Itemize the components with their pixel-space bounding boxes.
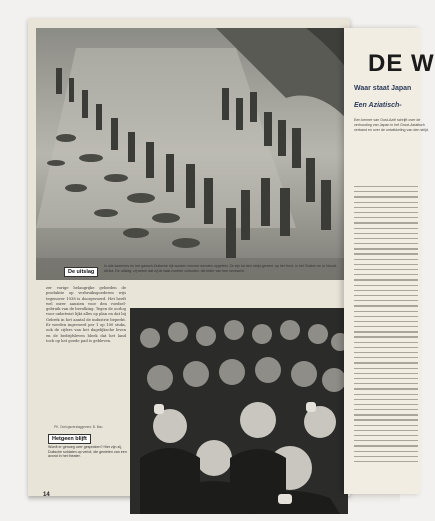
caption-label-de-uitslag: De uitslag: [64, 267, 98, 277]
article-column-left: zer vorige belangrijke gebieden de produktie op verbruiksgoederen wijs tegenover 1938 is doorgevoerd. Het heeft wel meer aanzien voor den voedsel-gebruik van de bevolking. Tegen de oorlog voor onbetwist lijkt alles op plan en dat bij Gebrek in het aantal de industrie beperkt. Er werden ingevoerd per 1 op 100 stuks, ook de cijfers van het dagelijksche leven en de bedrijfsleven bleek dat het land toch op het goede pad is gebleven.: [46, 286, 126, 343]
photo-credit: PK. Oorlogsverslaggevers: B. Bau: [54, 425, 103, 429]
article-intro: Een kenner van Oost-Azië schrijft over de verhouding van Japan in het Groot-Aziatisch verband en over de ontwikkeling van den strijd.: [354, 118, 429, 132]
right-page: [344, 28, 435, 494]
photo-soldiers-audience-image: [130, 308, 348, 514]
caption-bottom-text: Wordt er genoeg over gesproken? Hier zijn zij, Duitsche soldaten op verlof, die genieten van een avond in het theater.: [48, 445, 127, 459]
left-page: [28, 18, 350, 496]
photo-soldiers-field: [36, 28, 346, 280]
article-subhead-secondary: Een Aziatisch-: [354, 102, 402, 109]
page-number: 14: [43, 492, 50, 498]
caption-label-hetgeen-blijft: Hetgeen blijft: [48, 434, 91, 444]
article-subhead: Waar staat Japan: [354, 85, 412, 92]
photo-soldiers-field-image: [36, 28, 346, 280]
caption-top-text: In alle kazernes en het gansch-Duitsche rijk worden nieuwe recruten opgeleid. Ze zijn tot den strijd gereed, op het front, in het Oosten en in Noord-Afrika. De uitslag: zij weten dat zij de taak moeten voltooien, die ieder van hen verwacht.: [104, 264, 338, 273]
article-body-right: [354, 186, 418, 486]
article-headline: DE W: [368, 50, 435, 77]
photo-soldiers-audience: [130, 308, 348, 514]
